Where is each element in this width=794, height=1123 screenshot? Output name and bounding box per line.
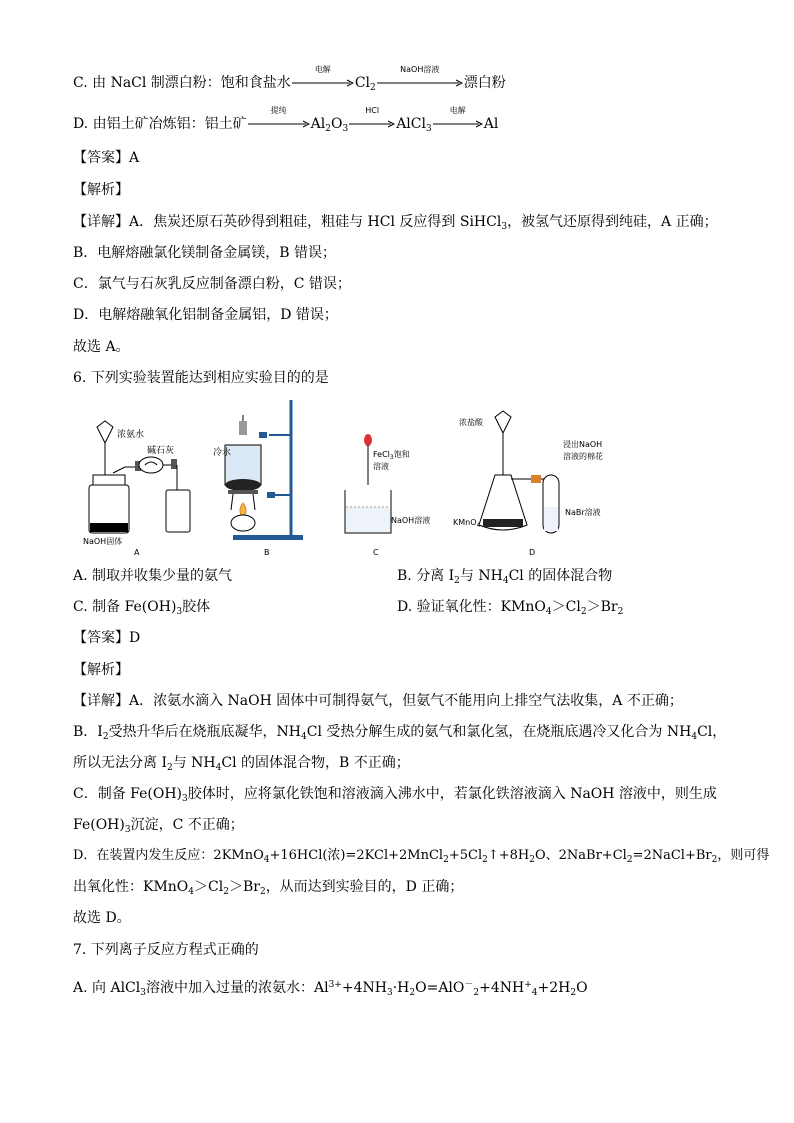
svg-text:浓氨水: 浓氨水 <box>117 430 145 440</box>
conclusion-2: 故选 D。 <box>73 910 131 926</box>
option-c-text: C. 由 NaCl 制漂白粉：饱和食盐水 <box>73 75 291 91</box>
svg-text:KMnO4: KMnO$_4$ <box>453 518 481 529</box>
arrow-electrolysis-2: 电解 <box>433 114 483 134</box>
detail-2-d-cont: 出氧化性：$KMnO_4>Cl_2>Br_2$，从而达到实验目的，D 正确； <box>73 879 464 897</box>
q6-option-b[interactable]: B. 分离 $I_2$与 $NH_4Cl$ 的固体混合物 <box>397 568 613 586</box>
q6-option-d[interactable]: D. 验证氧化性：$KMnO_4>Cl_2>Br_2$ <box>397 599 624 617</box>
detail-2-b-cont: 所以无法分离 $I_2$与 $NH_4Cl$ 的固体混合物，B 不正确； <box>73 755 410 773</box>
arrow-electrolysis: 电解 <box>292 73 354 93</box>
svg-text:C: C <box>373 548 379 557</box>
q6-option-a[interactable]: A. 制取并收集少量的氨气 <box>73 568 233 584</box>
q7-option-a[interactable]: A. 向 AlCl$_3$溶液中加入过量的浓氨水：$Al^{3+}+4NH_3\cdot H_2O=AlO^-_2+4NH^+_4+2H_2O$ <box>73 980 588 998</box>
svg-text:FeCl3饱和: FeCl$_3$饱和 <box>373 450 410 461</box>
detail-1: 【详解】A．焦炭还原石英砂得到粗硅，粗硅与 HCl 反应得到 SiHCl$_3$，被氢气还原得到纯硅，A 正确； <box>73 214 718 232</box>
option-d-line: D. 由铝土矿冶炼铝：铝土矿 提纯 $Al_2O_3$ HCl AlCl$_3$ 电解 Al <box>73 106 499 134</box>
apparatus-figure <box>73 395 633 560</box>
answer-label-1: 【答案】A <box>73 150 140 166</box>
detail-1-d: D．电解熔融氧化铝制备金属铝，D 错误； <box>73 307 338 323</box>
conclusion-1: 故选 A。 <box>73 339 130 355</box>
svg-text:B: B <box>264 548 270 557</box>
arrow-hcl: HCl <box>349 114 395 134</box>
svg-text:冷水: 冷水 <box>213 448 232 458</box>
svg-text:浓盐酸: 浓盐酸 <box>459 418 483 427</box>
arrow-purify: 提纯 <box>248 114 310 134</box>
svg-text:NaOH固体: NaOH固体 <box>83 537 123 546</box>
svg-text:A: A <box>134 548 140 557</box>
question-7: 7. 下列离子反应方程式正确的 <box>73 942 259 958</box>
apparatus-a <box>83 421 190 557</box>
apparatus-b <box>213 400 303 557</box>
q6-option-c[interactable]: C. 制备 $Fe(OH)_3$胶体 <box>73 599 211 617</box>
detail-1-c: C．氯气与石灰乳反应制备漂白粉，C 错误； <box>73 276 351 292</box>
detail-2-b: B．$I_2$受热升华后在烧瓶底凝华，$NH_4Cl$ 受热分解生成的氨气和氯化氢，在烧瓶底遇冷又化合为 $NH_4Cl$， <box>73 724 727 742</box>
apparatus-d <box>453 411 603 557</box>
arrow-naoh: NaOH溶液 <box>377 73 463 93</box>
svg-text:碱石灰: 碱石灰 <box>147 446 175 456</box>
svg-text:溶液的棉花: 溶液的棉花 <box>563 452 603 461</box>
apparatus-c <box>345 434 430 557</box>
question-6: 6. 下列实验装置能达到相应实验目的的是 <box>73 370 329 386</box>
detail-2-c-cont: $Fe(OH)_3$沉淀，C 不正确； <box>73 817 244 835</box>
answer-label-2: 【答案】D <box>73 630 141 646</box>
svg-text:浸出NaOH: 浸出NaOH <box>563 440 603 449</box>
svg-text:NaBr溶液: NaBr溶液 <box>565 508 601 517</box>
detail-2-a: 【详解】A．浓氨水滴入 NaOH 固体中可制得氨气，但氨气不能用向上排空气法收集，A 不正确； <box>73 693 683 709</box>
analysis-label-1: 【解析】 <box>73 182 129 198</box>
svg-text:D: D <box>529 548 536 557</box>
option-c-line: C. 由 NaCl 制漂白粉：饱和食盐水 电解 $Cl_2$ NaOH溶液 漂白粉 <box>73 65 506 93</box>
analysis-label-2: 【解析】 <box>73 662 129 678</box>
svg-text:NaOH溶液: NaOH溶液 <box>391 516 431 525</box>
detail-2-c: C．制备 $Fe(OH)_3$胶体时，应将氯化铁饱和溶液滴入沸水中，若氯化铁溶液滴入 NaOH 溶液中，则生成 <box>73 786 717 804</box>
detail-1-b: B．电解熔融氯化镁制备金属镁，B 错误； <box>73 245 337 261</box>
svg-text:溶液: 溶液 <box>373 462 389 471</box>
detail-2-d: D．在装置内发生反应：2KMnO$_4$+16HCl(浓)$=2KCl+2MnCl_2+5Cl_2↑+8H_2O$、$2NaBr+Cl_2=2NaCl+Br_2$，则可得 <box>73 848 770 865</box>
